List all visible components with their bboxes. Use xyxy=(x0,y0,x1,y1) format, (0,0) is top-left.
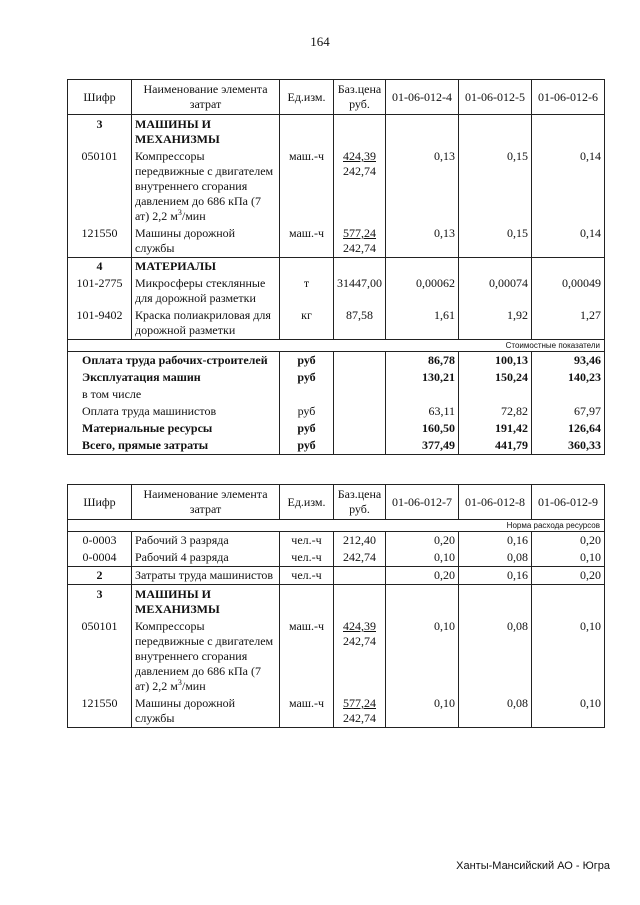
row-unit: чел.-ч xyxy=(280,567,334,585)
summary-value: 86,78 xyxy=(386,352,459,370)
header-unit: Ед.изм. xyxy=(280,80,334,115)
section-row xyxy=(68,258,605,276)
row-price: 212,40 xyxy=(334,532,386,550)
row-value: 0,08 xyxy=(459,549,532,567)
row-name: Машины дорожной службы xyxy=(132,225,280,258)
row-unit: маш.-ч xyxy=(280,225,334,258)
header-name: Наименование элемента затрат xyxy=(132,80,280,115)
row-value: 0,13 xyxy=(386,225,459,258)
band-row xyxy=(68,520,605,532)
row-value: 0,14 xyxy=(532,148,605,225)
row-code: 121550 xyxy=(68,225,132,258)
summary-value: 130,21 xyxy=(386,369,459,386)
summary-name: Эксплуатация машин xyxy=(68,369,280,386)
row-unit: чел.-ч xyxy=(280,532,334,550)
summary-unit: руб xyxy=(280,420,334,437)
header-price: Баз.цена руб. xyxy=(334,80,386,115)
table-row xyxy=(68,618,605,695)
cost-table-2 xyxy=(67,484,605,728)
section-title: МАШИНЫ И МЕХАНИЗМЫ xyxy=(132,585,280,619)
row-value: 1,61 xyxy=(386,307,459,340)
row-name: Микросферы стеклянные для дорожной разметки xyxy=(132,275,280,307)
summary-row xyxy=(68,386,605,403)
row-code: 050101 xyxy=(68,618,132,695)
row-code: 0-0004 xyxy=(68,549,132,567)
row-value: 0,00062 xyxy=(386,275,459,307)
section-number: 2 xyxy=(68,567,132,585)
table-row xyxy=(68,695,605,728)
row-price: 424,39 242,74 xyxy=(334,618,386,695)
row-price: 242,74 xyxy=(334,549,386,567)
row-name: Рабочий 4 разряда xyxy=(132,549,280,567)
row-unit: кг xyxy=(280,307,334,340)
table-row xyxy=(68,275,605,307)
header-col: 01-06-012-6 xyxy=(532,80,605,115)
table-row xyxy=(68,567,605,585)
section-title: МАШИНЫ И МЕХАНИЗМЫ xyxy=(132,115,280,149)
row-value: 1,92 xyxy=(459,307,532,340)
summary-unit: руб xyxy=(280,437,334,455)
row-unit: маш.-ч xyxy=(280,618,334,695)
summary-unit: руб xyxy=(280,369,334,386)
summary-unit: руб xyxy=(280,352,334,370)
row-value: 0,14 xyxy=(532,225,605,258)
row-price: 577,24 242,74 xyxy=(334,225,386,258)
row-price: 87,58 xyxy=(334,307,386,340)
header-code: Шифр xyxy=(68,80,132,115)
row-code: 050101 xyxy=(68,148,132,225)
summary-name: Оплата труда машинистов xyxy=(68,403,280,420)
band-row xyxy=(68,340,605,352)
row-code: 101-2775 xyxy=(68,275,132,307)
row-value: 0,08 xyxy=(459,695,532,728)
row-value: 0,15 xyxy=(459,225,532,258)
row-value: 0,10 xyxy=(532,549,605,567)
row-value: 0,00074 xyxy=(459,275,532,307)
row-value: 0,10 xyxy=(386,549,459,567)
row-value: 0,20 xyxy=(386,532,459,550)
summary-value: 72,82 xyxy=(459,403,532,420)
row-value: 0,20 xyxy=(532,532,605,550)
summary-value: 63,11 xyxy=(386,403,459,420)
row-value: 0,20 xyxy=(532,567,605,585)
summary-value: 160,50 xyxy=(386,420,459,437)
summary-value: 126,64 xyxy=(532,420,605,437)
header-row xyxy=(68,80,605,115)
band-label: Стоимостные показатели xyxy=(68,340,605,352)
header-col: 01-06-012-5 xyxy=(459,80,532,115)
row-code: 121550 xyxy=(68,695,132,728)
summary-value: 100,13 xyxy=(459,352,532,370)
row-unit: чел.-ч xyxy=(280,549,334,567)
row-unit: маш.-ч xyxy=(280,695,334,728)
summary-row xyxy=(68,352,605,370)
summary-name: в том числе xyxy=(68,386,280,403)
summary-row xyxy=(68,369,605,386)
row-value: 1,27 xyxy=(532,307,605,340)
row-price: 31447,00 xyxy=(334,275,386,307)
header-col: 01-06-012-9 xyxy=(532,485,605,520)
row-value: 0,10 xyxy=(386,618,459,695)
row-unit: маш.-ч xyxy=(280,148,334,225)
header-col: 01-06-012-8 xyxy=(459,485,532,520)
page-number: 164 xyxy=(310,34,330,49)
row-value: 0,10 xyxy=(386,695,459,728)
summary-name: Материальные ресурсы xyxy=(68,420,280,437)
header-code: Шифр xyxy=(68,485,132,520)
band-label: Норма расхода ресурсов xyxy=(68,520,605,532)
footer-region: Ханты-Мансийский АО - Югра xyxy=(456,860,610,872)
summary-value: 150,24 xyxy=(459,369,532,386)
summary-row xyxy=(68,403,605,420)
row-value: 0,13 xyxy=(386,148,459,225)
summary-value: 191,42 xyxy=(459,420,532,437)
row-name: Рабочий 3 разряда xyxy=(132,532,280,550)
row-name: Компрессоры передвижные с двигателем внутреннего сгорания давлением до 686 кПа (7 ат) 2,2 $м^3$/мин xyxy=(132,148,280,225)
row-value: 0,16 xyxy=(459,567,532,585)
row-value: 0,10 xyxy=(532,695,605,728)
summary-value: 140,23 xyxy=(532,369,605,386)
summary-name: Всего, прямые затраты xyxy=(68,437,280,455)
section-row xyxy=(68,585,605,619)
table-row xyxy=(68,148,605,225)
row-value: 0,15 xyxy=(459,148,532,225)
section-title: МАТЕРИАЛЫ xyxy=(132,258,280,276)
table-row xyxy=(68,225,605,258)
section-number: 3 xyxy=(68,585,132,619)
row-price: 424,39 242,74 xyxy=(334,148,386,225)
table-row xyxy=(68,549,605,567)
header-col: 01-06-012-4 xyxy=(386,80,459,115)
header-name: Наименование элемента затрат xyxy=(132,485,280,520)
section-row xyxy=(68,115,605,149)
table-row xyxy=(68,307,605,340)
header-col: 01-06-012-7 xyxy=(386,485,459,520)
row-code: 0-0003 xyxy=(68,532,132,550)
summary-value: 67,97 xyxy=(532,403,605,420)
row-value: 0,16 xyxy=(459,532,532,550)
summary-row xyxy=(68,437,605,455)
row-value: 0,20 xyxy=(386,567,459,585)
summary-value: 441,79 xyxy=(459,437,532,455)
summary-row xyxy=(68,420,605,437)
cost-table-1 xyxy=(67,79,605,455)
row-name: Затраты труда машинистов xyxy=(132,567,280,585)
summary-name: Оплата труда рабочих-строителей xyxy=(68,352,280,370)
row-value: 0,00049 xyxy=(532,275,605,307)
header-price: Баз.цена руб. xyxy=(334,485,386,520)
section-number: 3 xyxy=(68,115,132,149)
header-unit: Ед.изм. xyxy=(280,485,334,520)
row-code: 101-9402 xyxy=(68,307,132,340)
summary-value: 377,49 xyxy=(386,437,459,455)
summary-value: 93,46 xyxy=(532,352,605,370)
row-name: Краска полиакриловая для дорожной разметки xyxy=(132,307,280,340)
header-row xyxy=(68,485,605,520)
table-row xyxy=(68,532,605,550)
row-value: 0,10 xyxy=(532,618,605,695)
row-name: Компрессоры передвижные с двигателем внутреннего сгорания давлением до 686 кПа (7 ат) 2,2 $м^3$/мин xyxy=(132,618,280,695)
summary-unit: руб xyxy=(280,403,334,420)
row-name: Машины дорожной службы xyxy=(132,695,280,728)
row-price: 577,24 242,74 xyxy=(334,695,386,728)
row-unit: т xyxy=(280,275,334,307)
section-number: 4 xyxy=(68,258,132,276)
row-value: 0,08 xyxy=(459,618,532,695)
summary-value: 360,33 xyxy=(532,437,605,455)
